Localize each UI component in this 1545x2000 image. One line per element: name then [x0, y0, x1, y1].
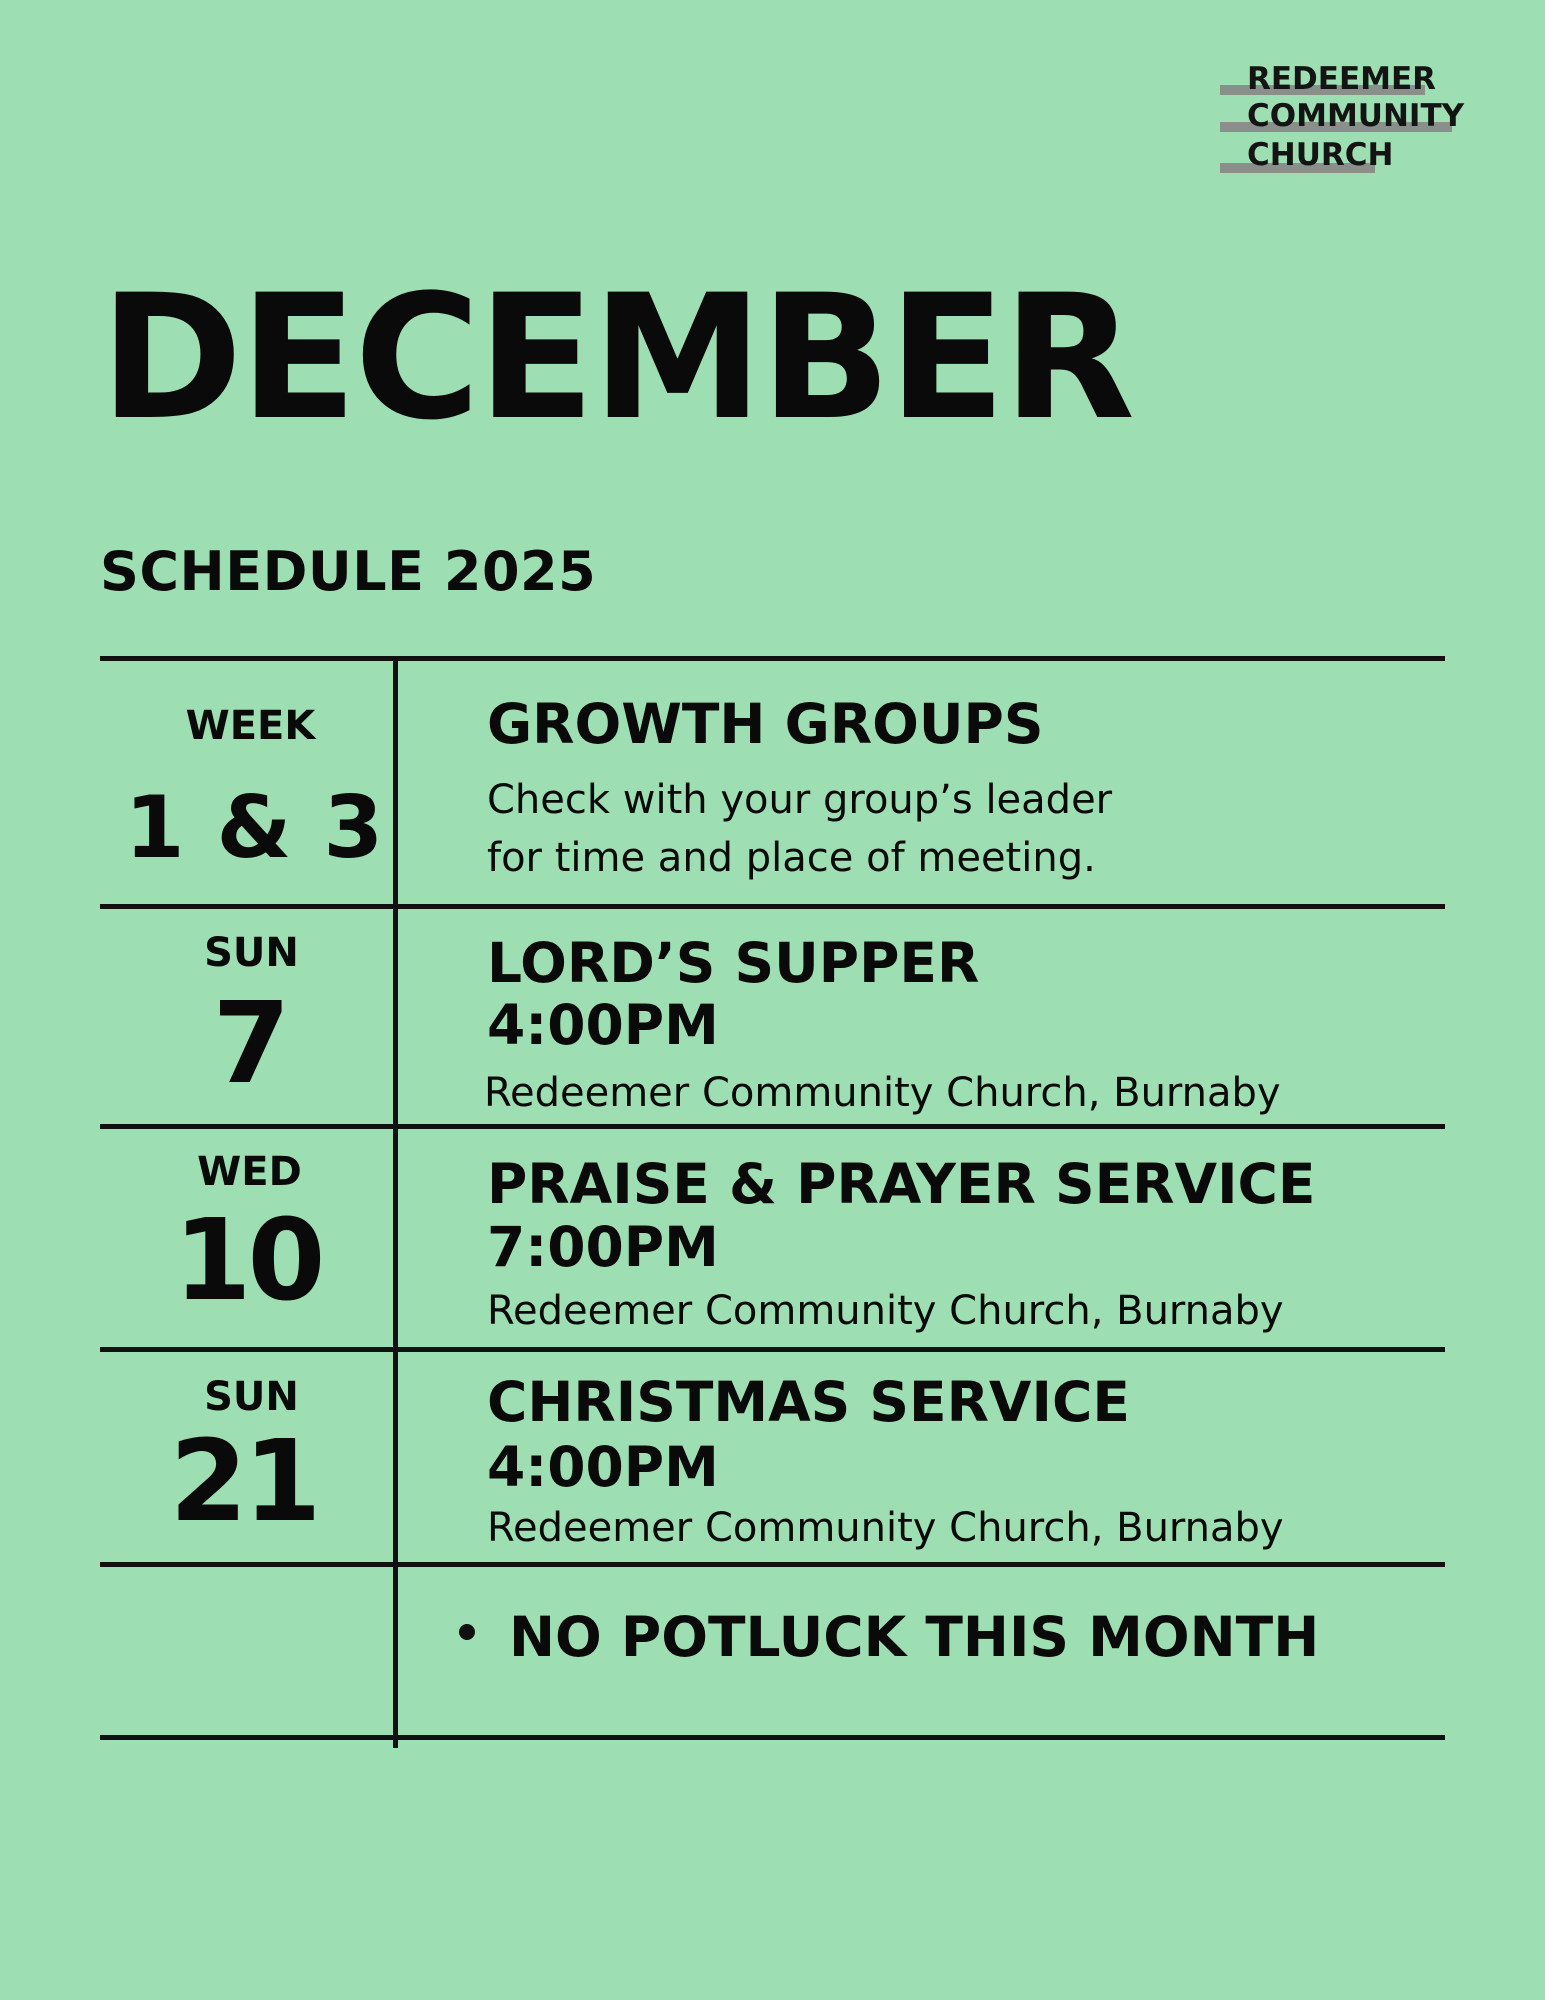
day-label: WED: [197, 1149, 302, 1195]
day-number: 21: [169, 1417, 318, 1547]
logo-line: CHURCH: [1247, 137, 1394, 173]
row-divider: [100, 1124, 1445, 1129]
event-location: Redeemer Community Church, Burnaby: [487, 1288, 1284, 1334]
event-note-line: Check with your group’s leader: [487, 777, 1113, 823]
day-number: 10: [173, 1196, 322, 1326]
bullet-icon: [459, 1624, 475, 1640]
event-note-line: for time and place of meeting.: [487, 835, 1096, 881]
event-time: 7:00PM: [487, 1215, 719, 1279]
table-bottom-divider: [100, 1735, 1445, 1740]
table-top-divider: [100, 656, 1445, 661]
logo-line: COMMUNITY: [1247, 98, 1465, 134]
note-item: NO POTLUCK THIS MONTH: [509, 1605, 1320, 1669]
church-logo: [1215, 60, 1515, 180]
event-title: GROWTH GROUPS: [487, 692, 1044, 756]
row-divider: [100, 1347, 1445, 1352]
row-divider: [100, 904, 1445, 909]
row-divider: [100, 1562, 1445, 1567]
day-label: WEEK: [185, 703, 316, 749]
event-time: 4:00PM: [487, 1435, 719, 1499]
event-location: Redeemer Community Church, Burnaby: [487, 1505, 1284, 1551]
day-number: 7: [212, 979, 287, 1109]
event-title: PRAISE & PRAYER SERVICE: [487, 1152, 1316, 1216]
month-title: DECEMBER: [100, 257, 1133, 458]
day-label: SUN: [204, 930, 299, 976]
event-location: Redeemer Community Church, Burnaby: [484, 1070, 1281, 1116]
day-label: SUN: [204, 1374, 299, 1420]
day-number: 1 & 3: [124, 778, 385, 878]
event-time: 4:00PM: [487, 993, 719, 1057]
event-title: CHRISTMAS SERVICE: [487, 1370, 1130, 1434]
schedule-subtitle: SCHEDULE 2025: [100, 540, 597, 603]
logo-line: REDEEMER: [1247, 61, 1437, 97]
event-title: LORD’S SUPPER: [487, 931, 980, 995]
